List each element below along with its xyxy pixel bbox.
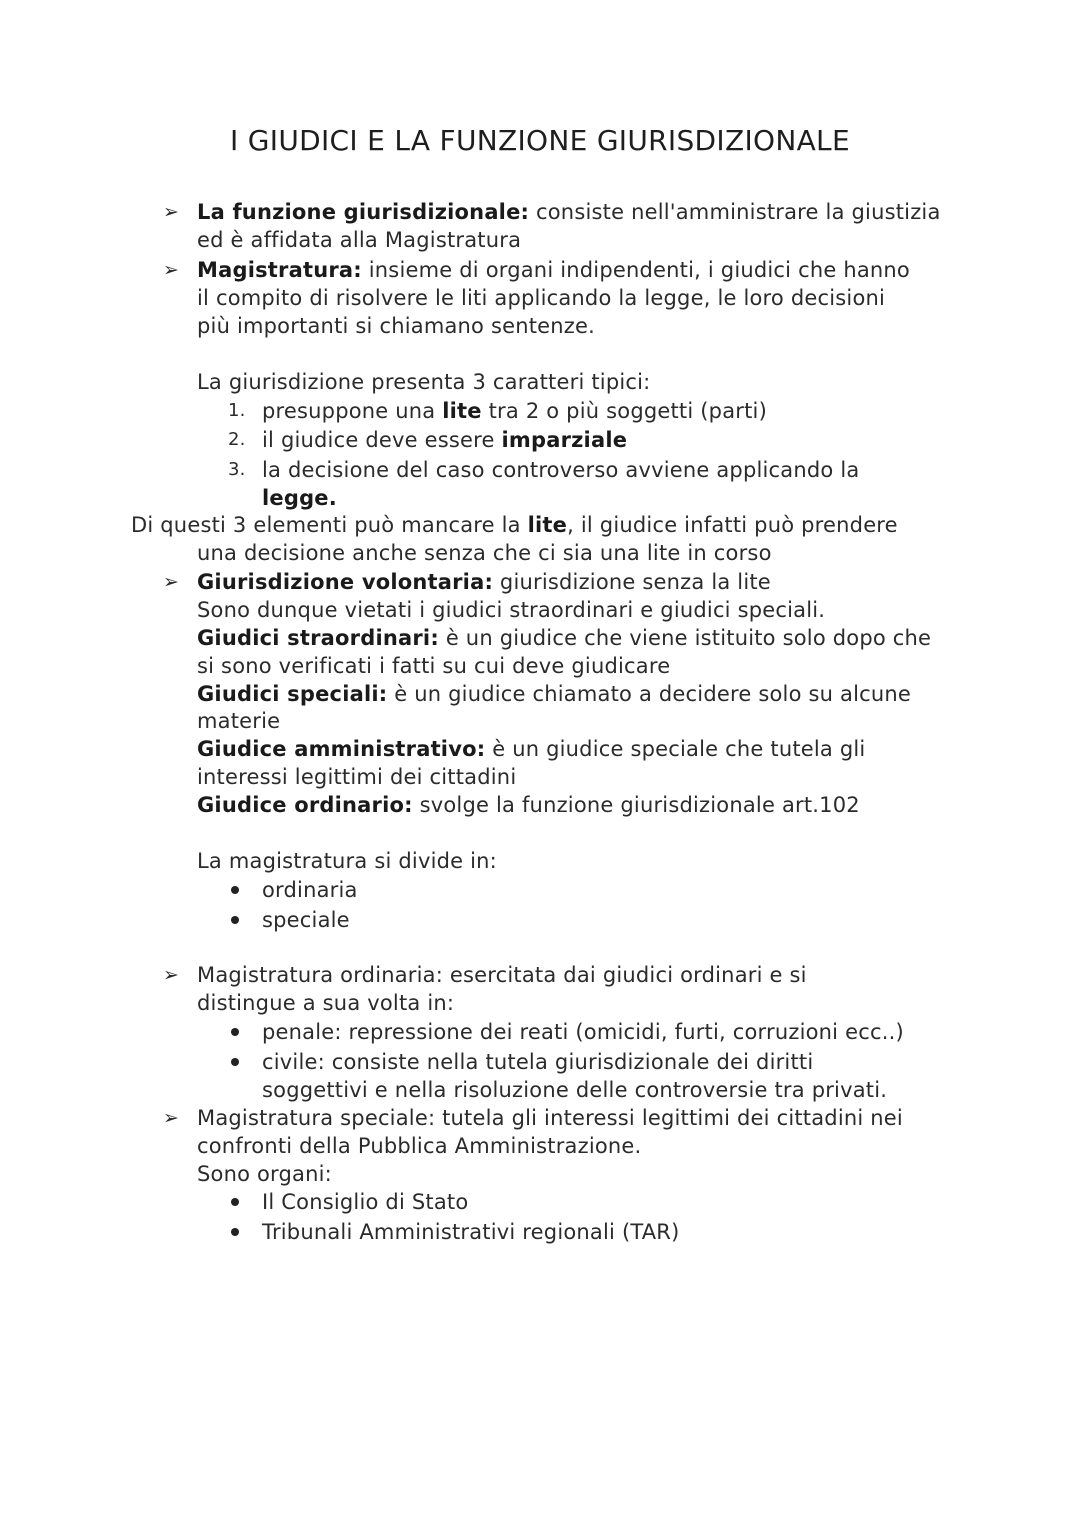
divisione-intro: La magistratura si divide in: — [197, 849, 497, 873]
straordinari-line-1 — [197, 624, 931, 652]
text-fragment: è un giudice chiamato a decidere solo su alcune — [387, 682, 912, 706]
magistratura-line-3: più importanti si chiamano sentenze. — [197, 314, 596, 338]
list-number: 1. — [228, 400, 246, 421]
speciale-line-2: confronti della Pubblica Amministrazione. — [197, 1134, 642, 1158]
straordinari-term: Giudici straordinari: — [197, 626, 439, 650]
ordinaria-item-civile: civile: consiste nella tutela giurisdizionale dei diritti — [262, 1050, 814, 1074]
magistratura-term: Magistratura: — [197, 258, 362, 282]
carattere-item-3-cont — [262, 484, 337, 512]
text-fragment: Di questi 3 elementi può mancare la — [131, 513, 528, 537]
ordinaria-line-2: distingue a sua volta in: — [197, 991, 455, 1015]
bullet-dot-icon — [231, 1028, 239, 1036]
volontaria-line-2: Sono dunque vietati i giudici straordinari e giudici speciali. — [197, 598, 826, 622]
mancanza-line-2: una decisione anche senza che ci sia una lite in corso — [197, 541, 772, 565]
speciali-line-2: materie — [197, 709, 281, 733]
amministrativo-line-2: interessi legittimi dei cittadini — [197, 765, 517, 789]
list-number: 3. — [228, 459, 246, 480]
text-fragment: presuppone una — [262, 399, 443, 423]
text-fragment: , il giudice infatti può prendere — [567, 513, 898, 537]
funzione-line-2: ed è affidata alla Magistratura — [197, 228, 522, 252]
text-fragment: tra 2 o più soggetti (parti) — [481, 399, 767, 423]
carattere-item-2 — [262, 426, 627, 454]
arrow-bullet-icon: ➢ — [163, 1107, 180, 1129]
ordinario-term: Giudice ordinario: — [197, 793, 413, 817]
ordinaria-line-1: Magistratura ordinaria: esercitata dai giudici ordinari e si — [197, 963, 807, 987]
ordinaria-item-civile-cont: soggettivi e nella risoluzione delle controversie tra privati. — [262, 1078, 888, 1102]
speciali-term: Giudici speciali: — [197, 682, 388, 706]
bullet-dot-icon — [231, 886, 239, 894]
divisione-item-speciale: speciale — [262, 908, 350, 932]
bullet-dot-icon — [231, 1058, 239, 1066]
speciale-item-consiglio: Il Consiglio di Stato — [262, 1190, 469, 1214]
funzione-line-1 — [197, 198, 941, 226]
bullet-dot-icon — [231, 1228, 239, 1236]
text-fragment: svolge la funzione giurisdizionale art.102 — [412, 793, 860, 817]
volontaria-term: Giurisdizione volontaria: — [197, 570, 494, 594]
ordinario-line-1 — [197, 791, 860, 819]
arrow-bullet-icon: ➢ — [163, 964, 180, 986]
text-fragment: è un giudice speciale che tutela gli — [485, 737, 866, 761]
speciali-line-1 — [197, 680, 911, 708]
amministrativo-term: Giudice amministrativo: — [197, 737, 486, 761]
list-number: 2. — [228, 429, 246, 450]
magistratura-definition: insieme di organi indipendenti, i giudici che hanno — [361, 258, 910, 282]
bullet-dot-icon — [231, 916, 239, 924]
magistratura-line-2: il compito di risolvere le liti applicando la legge, le loro decisioni — [197, 286, 886, 310]
magistratura-line-1 — [197, 256, 910, 284]
page-title: I GIUDICI E LA FUNZIONE GIURISDIZIONALE — [230, 124, 850, 157]
arrow-bullet-icon: ➢ — [163, 201, 180, 223]
straordinari-line-2: si sono verificati i fatti su cui deve giudicare — [197, 654, 671, 678]
divisione-item-ordinaria: ordinaria — [262, 878, 358, 902]
speciale-item-tar: Tribunali Amministrativi regionali (TAR) — [262, 1220, 680, 1244]
lite-term: lite — [442, 399, 482, 423]
ordinaria-item-penale: penale: repressione dei reati (omicidi, furti, corruzioni ecc..) — [262, 1020, 904, 1044]
arrow-bullet-icon: ➢ — [163, 571, 180, 593]
text-fragment: il giudice deve essere — [262, 428, 502, 452]
carattere-item-3: la decisione del caso controverso avviene applicando la — [262, 458, 860, 482]
carattere-item-1 — [262, 397, 767, 425]
funzione-term: La funzione giurisdizionale: — [197, 200, 530, 224]
speciale-line-3: Sono organi: — [197, 1162, 332, 1186]
mancanza-line-1 — [131, 511, 898, 539]
legge-term: legge. — [262, 486, 337, 510]
caratteri-intro: La giurisdizione presenta 3 caratteri tipici: — [197, 370, 651, 394]
bullet-dot-icon — [231, 1198, 239, 1206]
amministrativo-line-1 — [197, 735, 865, 763]
text-fragment: è un giudice che viene istituito solo dopo che — [438, 626, 932, 650]
volontaria-line-1 — [197, 568, 771, 596]
imparziale-term: imparziale — [501, 428, 628, 452]
text-fragment: giurisdizione senza la lite — [493, 570, 771, 594]
funzione-definition: consiste nell'amministrare la giustizia — [529, 200, 941, 224]
speciale-line-1: Magistratura speciale: tutela gli interessi legittimi dei cittadini nei — [197, 1106, 903, 1130]
arrow-bullet-icon: ➢ — [163, 259, 180, 281]
lite-term: lite — [527, 513, 568, 537]
